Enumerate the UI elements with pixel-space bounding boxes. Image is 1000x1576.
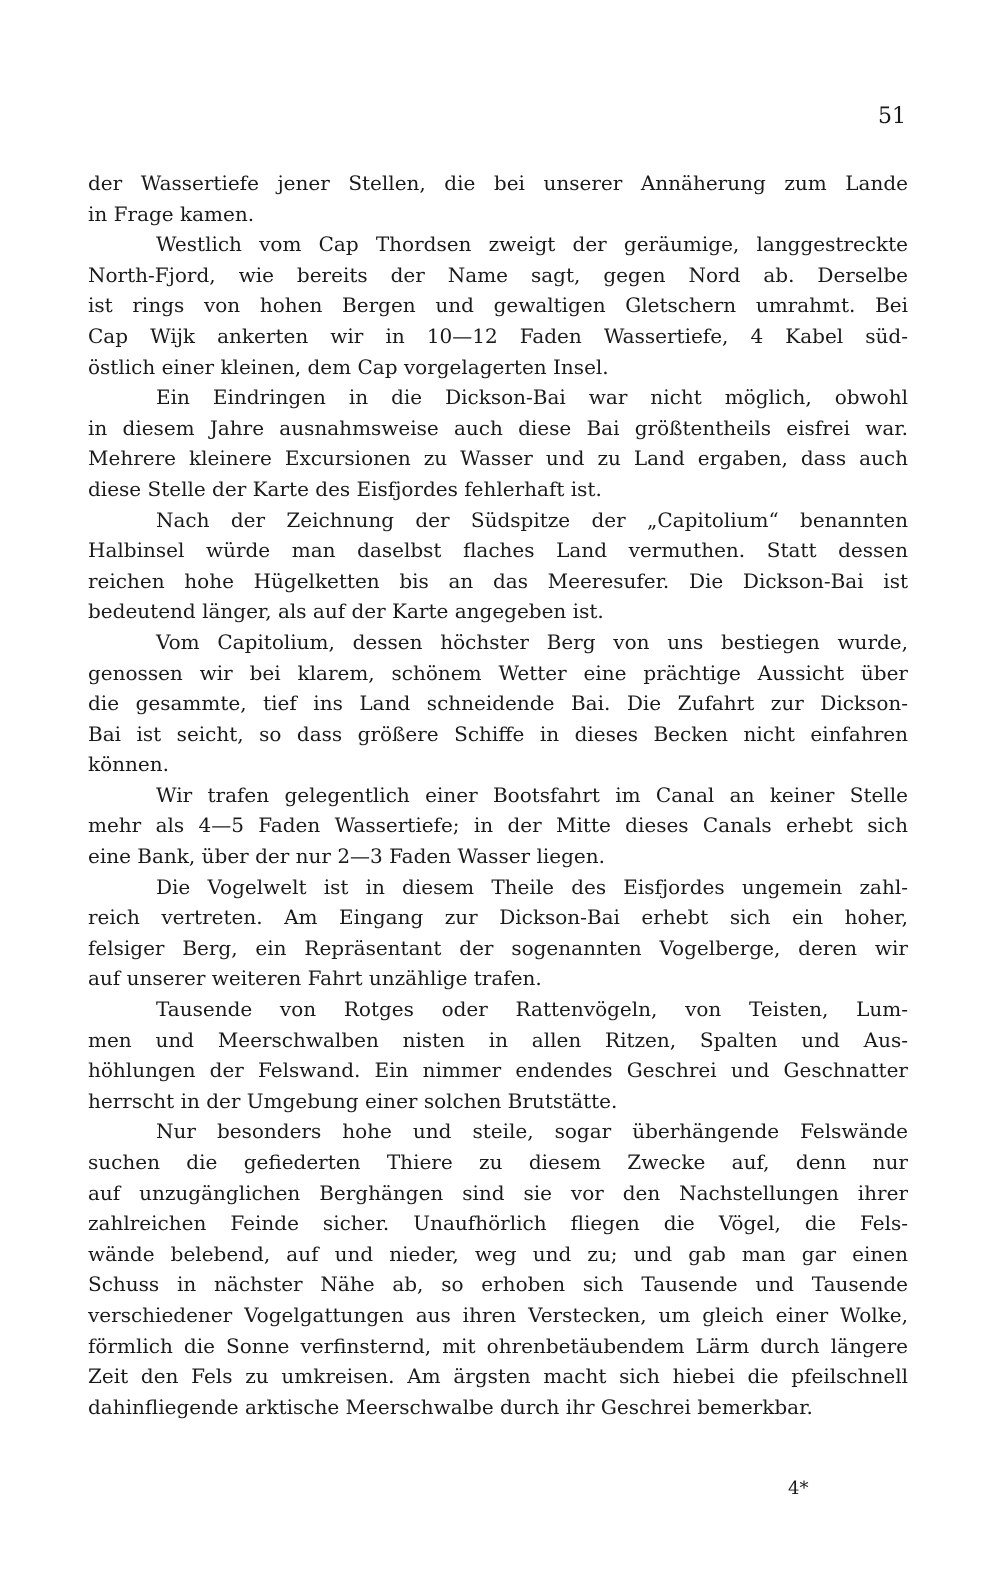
text-line: wände belebend, auf und nieder, weg und zu; und gab man gar einen	[88, 1241, 908, 1266]
text-line: ist rings von hohen Bergen und gewaltigen Gletschern umrahmt. Bei	[88, 293, 908, 318]
text-line: eine Bank, über der nur 2—3 Faden Wasser liegen.	[88, 844, 605, 869]
text-line: die gesammte, tief ins Land schneidende Bai. Die Zufahrt zur Dickson-	[88, 691, 908, 716]
text-line: der Wassertiefe jener Stellen, die bei unserer Annäherung zum Lande	[88, 171, 908, 195]
signature-mark: 4*	[788, 1478, 809, 1499]
text-line: Nur besonders hohe und steile, sogar überhängende Felswände	[156, 1119, 908, 1144]
text-line: Zeit den Fels zu umkreisen. Am ärgsten macht sich hiebei die pfeilschnell	[88, 1364, 908, 1389]
text-line: genossen wir bei klarem, schönem Wetter eine prächtige Aussicht über	[88, 660, 908, 685]
text-line: herrscht in der Umgebung einer solchen Brutstätte.	[88, 1088, 618, 1113]
body-text	[88, 168, 908, 1422]
text-line: Die Vogelwelt ist in diesem Theile des Eisfjordes ungemein zahl-	[156, 874, 908, 899]
text-line: Mehrere kleinere Excursionen zu Wasser und zu Land ergaben, dass auch	[88, 446, 908, 471]
text-line: reichen hohe Hügelketten bis an das Meeresufer. Die Dickson-Bai ist	[88, 568, 908, 593]
text-line: Wir trafen gelegentlich einer Bootsfahrt im Canal an keiner Stelle	[156, 782, 908, 807]
text-line: dahinfliegende arktische Meerschwalbe durch ihr Geschrei bemerkbar.	[88, 1394, 813, 1419]
page-number: 51	[878, 104, 906, 129]
text-line: höhlungen der Felswand. Ein nimmer endendes Geschrei und Geschnatter	[88, 1058, 908, 1083]
text-line: suchen die gefiederten Thiere zu diesem Zwecke auf, denn nur	[88, 1150, 908, 1174]
text-line: Cap Wijk ankerten wir in 10—12 Faden Wassertiefe, 4 Kabel süd-	[88, 323, 908, 348]
text-line: reich vertreten. Am Eingang zur Dickson-Bai erhebt sich ein hoher,	[88, 905, 908, 930]
text-line: Nach der Zeichnung der Südspitze der „Capitolium“ benannten	[156, 507, 908, 532]
text-line: felsiger Berg, ein Repräsentant der sogenannten Vogelberge, deren wir	[88, 935, 908, 960]
text-line: Ein Eindringen in die Dickson-Bai war nicht möglich, obwohl	[156, 385, 908, 410]
text-line: in Frage kamen.	[88, 201, 255, 226]
text-line: auf unzugänglichen Berghängen sind sie vor den Nachstellungen ihrer	[88, 1180, 908, 1205]
text-line: bedeutend länger, als auf der Karte angegeben ist.	[88, 599, 604, 624]
text-line: können.	[88, 752, 169, 777]
text-line: North-Fjord, wie bereits der Name sagt, gegen Nord ab. Derselbe	[88, 262, 908, 287]
text-line: Tausende von Rotges oder Rattenvögeln, von Teisten, Lum-	[156, 997, 908, 1022]
text-line: förmlich die Sonne verfinsternd, mit ohrenbetäubendem Lärm durch längere	[88, 1333, 908, 1358]
text-line: men und Meerschwalben nisten in allen Ritzen, Spalten und Aus-	[88, 1027, 908, 1052]
text-line: Vom Capitolium, dessen höchster Berg von uns bestiegen wurde,	[156, 629, 908, 654]
text-line: Westlich vom Cap Thordsen zweigt der geräumige, langgestreckte	[156, 232, 908, 257]
text-line: auf unserer weiteren Fahrt unzählige trafen.	[88, 966, 542, 991]
text-line: in diesem Jahre ausnahmsweise auch diese Bai größtentheils eisfrei war.	[88, 415, 908, 440]
text-line: Bai ist seicht, so dass größere Schiffe in dieses Becken nicht einfahren	[88, 721, 908, 746]
text-line: mehr als 4—5 Faden Wassertiefe; in der Mitte dieses Canals erhebt sich	[88, 813, 908, 838]
text-line: verschiedener Vogelgattungen aus ihren Verstecken, um gleich einer Wolke,	[88, 1302, 908, 1327]
text-line: Schuss in nächster Nähe ab, so erhoben sich Tausende und Tausende	[88, 1272, 908, 1297]
text-line: diese Stelle der Karte des Eisfjordes fehlerhaft ist.	[88, 476, 602, 501]
text-line: zahlreichen Feinde sicher. Unaufhörlich fliegen die Vögel, die Fels-	[88, 1211, 908, 1236]
text-line: Halbinsel würde man daselbst flaches Land vermuthen. Statt dessen	[88, 538, 908, 563]
text-line: östlich einer kleinen, dem Cap vorgelagerten Insel.	[88, 354, 609, 379]
